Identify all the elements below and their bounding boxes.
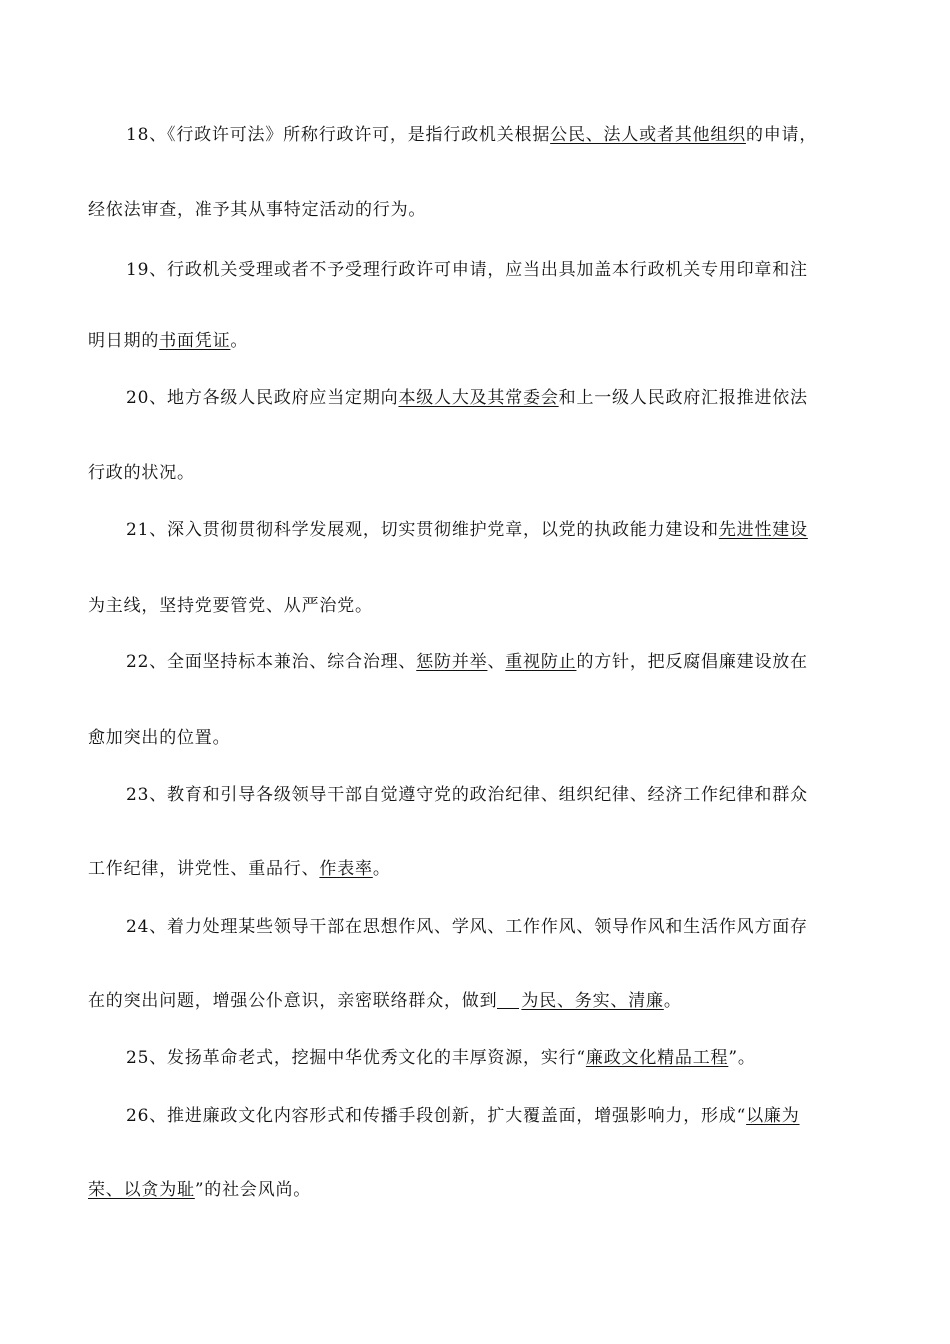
item-19-line-1: 19、行政机关受理或者不予受理行政许可申请，应当出具加盖本行政机关专用印章和注 [126, 260, 808, 280]
item-23-line-2: 工作纪律，讲党性、重品行、作表率。 [88, 859, 391, 879]
answer-blank: 书面凭证 [159, 331, 231, 351]
answer-blank: 作表率 [319, 859, 373, 879]
item-18-line-1: 18、《行政许可法》所称行政许可，是指行政机关根据公民、法人或者其他组织的申请， [126, 125, 818, 145]
item-20-line-1: 20、地方各级人民政府应当定期向本级人大及其常委会和上一级人民政府汇报推进依法 [126, 388, 808, 408]
answer-blank: 先进性建设 [718, 520, 808, 540]
item-25-line-1: 25、发扬革命老式，挖掘中华优秀文化的丰厚资源，实行“廉政文化精品工程”。 [126, 1048, 756, 1068]
item-22-line-2: 愈加突出的位置。 [88, 728, 231, 748]
item-22-line-1: 22、全面坚持标本兼治、综合治理、惩防并举、重视防止的方针，把反腐倡廉建设放在 [126, 652, 808, 672]
answer-blank: 以廉为 [746, 1106, 800, 1126]
item-21-line-1: 21、深入贯彻贯彻科学发展观，切实贯彻维护党章，以党的执政能力建设和先进性建设 [126, 520, 808, 540]
item-24-line-1: 24、着力处理某些领导干部在思想作风、学风、工作作风、领导作风和生活作风方面存 [126, 917, 808, 937]
answer-blank: 重视防止 [505, 652, 577, 672]
item-26-line-2: 荣、以贪为耻”的社会风尚。 [88, 1180, 312, 1200]
answer-blank: 公民、法人或者其他组织 [550, 125, 746, 145]
item-21-line-2: 为主线，坚持党要管党、从严治党。 [88, 596, 373, 616]
answer-blank: 廉政文化精品工程 [585, 1048, 729, 1068]
underline-gap [497, 991, 519, 1009]
item-20-line-2: 行政的状况。 [88, 463, 195, 483]
answer-blank: 荣、以贪为耻 [88, 1180, 195, 1200]
item-26-line-1: 26、推进廉政文化内容形式和传播手段创新，扩大覆盖面，增强影响力，形成“以廉为 [126, 1106, 800, 1126]
answer-blank: 本级人大及其常委会 [398, 388, 559, 408]
answer-blank: 惩防并举 [416, 652, 488, 672]
answer-blank: 为民、务实、清廉 [521, 991, 664, 1011]
item-24-line-2: 在的突出问题，增强公仆意识，亲密联络群众，做到 为民、务实、清廉。 [88, 991, 682, 1011]
item-23-line-1: 23、教育和引导各级领导干部自觉遵守党的政治纪律、组织纪律、经济工作纪律和群众 [126, 785, 808, 805]
item-19-line-2: 明日期的书面凭证。 [88, 331, 249, 351]
item-18-line-2: 经依法审查，准予其从事特定活动的行为。 [88, 200, 427, 220]
